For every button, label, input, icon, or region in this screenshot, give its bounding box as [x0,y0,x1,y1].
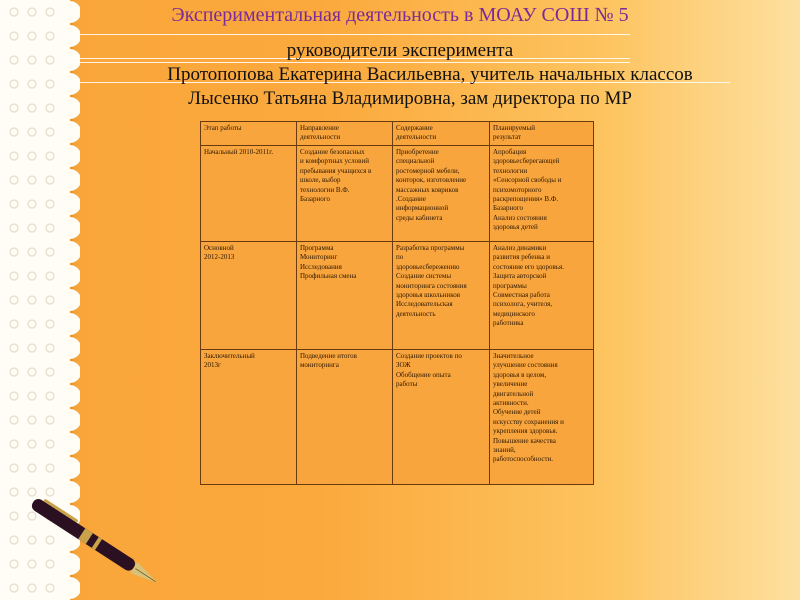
lace-hole [46,200,54,208]
lace-hole [28,248,36,256]
divider-line [70,34,630,35]
stages-table [200,121,594,485]
slide-subtitle: руководители эксперимента [286,40,514,61]
table-cell: Подведение итогов мониторинга [297,350,393,485]
table-cell: Апробация здоровьесберегающей технологии «Сенсорной свободы и психомоторного раскрепощения» В.Ф. Базарного Анализ состояния здоровья детей [490,146,594,242]
lace-scallop [59,193,80,215]
lace-scallop [59,145,80,167]
lace-hole [28,200,36,208]
lace-scallop [59,241,80,263]
fountain-pen-decoration [8,488,178,600]
lace-hole [28,176,36,184]
table-row [201,146,594,242]
lace-scallop [59,289,80,311]
lace-scallop [59,121,80,143]
lace-hole [28,320,36,328]
lace-hole [46,416,54,424]
lace-hole [46,464,54,472]
lace-scallop [59,169,80,191]
lace-hole [28,416,36,424]
lace-hole [10,200,18,208]
table-cell: Приобретение специальной ростомерной мебели, конторок, изготовление массажных ковриков .Создание информационной среды кабинета [393,146,490,242]
lace-hole [10,128,18,136]
table-row [201,350,594,485]
lace-hole [46,368,54,376]
header-cell: Планируемый результат [490,122,594,146]
lace-scallop [59,457,80,479]
table-cell: Начальный 2010-2011г. [201,146,297,242]
table-cell: Разработка программы по здоровьесбережению Создание системы мониторинга состояния здоровья школьников Исследовательская деятельность [393,242,490,350]
lace-hole [46,176,54,184]
lace-hole [28,32,36,40]
table-cell: Значительное улучшение состояния здоровья в целом, увеличение двигательной активности. Обучение детей искусству сохранения и укрепления здоровья. Повышение качества знаний, работоспособности. [490,350,594,485]
lace-hole [46,32,54,40]
lace-hole [10,152,18,160]
table-cell: Программа Мониторинг Исследования Профильная смена [297,242,393,350]
lace-hole [46,440,54,448]
lace-scallop [59,361,80,383]
leader-2: Лысенко Татьяна Владимировна, зам директора по МР [188,88,632,109]
lace-hole [46,128,54,136]
lace-hole [28,392,36,400]
table-cell: Создание безопасных и комфортных условий пребывания учащихся в школе, выбор технологии В.Ф. Базарного [297,146,393,242]
lace-hole [28,272,36,280]
header-cell: Этап работы [201,122,297,146]
lace-scallop [59,337,80,359]
divider-line [70,62,630,63]
lace-hole [46,248,54,256]
header-cell: Содержание деятельности [393,122,490,146]
table-cell: Основной 2012-2013 [201,242,297,350]
lace-hole [10,392,18,400]
lace-scallop [59,409,80,431]
lace-hole [46,296,54,304]
lace-scallop [59,217,80,239]
lace-hole [46,392,54,400]
lace-hole [10,464,18,472]
lace-hole [10,248,18,256]
lace-scallop [59,313,80,335]
lace-hole [10,440,18,448]
table-cell: Создание проектов по ЗОЖ Обобщение опыта работы [393,350,490,485]
table-cell: Анализ динамики развития ребенка и состояние его здоровья. Защита авторской программы Совместная работа психолога, учителя, медицинского работника [490,242,594,350]
lace-scallop [59,385,80,407]
lace-hole [28,152,36,160]
lace-hole [10,272,18,280]
lace-hole [10,320,18,328]
table-row [201,242,594,350]
lace-scallop [59,265,80,287]
lace-hole [46,272,54,280]
table-header-row [201,122,594,146]
lace-hole [10,344,18,352]
lace-hole [28,368,36,376]
lace-hole [10,416,18,424]
leader-1: Протопопова Екатерина Васильевна, учитель начальных классов [167,64,693,85]
lace-scallop [59,433,80,455]
header-cell: Направление деятельности [297,122,393,146]
lace-hole [46,224,54,232]
lace-hole [10,224,18,232]
lace-hole [28,224,36,232]
lace-hole [28,440,36,448]
lace-hole [28,128,36,136]
lace-hole [46,320,54,328]
lace-hole [46,344,54,352]
lace-hole [28,296,36,304]
slide-title: Экспериментальная деятельность в МОАУ СОШ № 5 [171,4,629,26]
lace-hole [10,296,18,304]
lace-hole [10,32,18,40]
lace-hole [28,344,36,352]
lace-hole [46,152,54,160]
lace-hole [10,176,18,184]
lace-hole [10,368,18,376]
lace-hole [28,464,36,472]
table-cell: Заключительный 2013г [201,350,297,485]
